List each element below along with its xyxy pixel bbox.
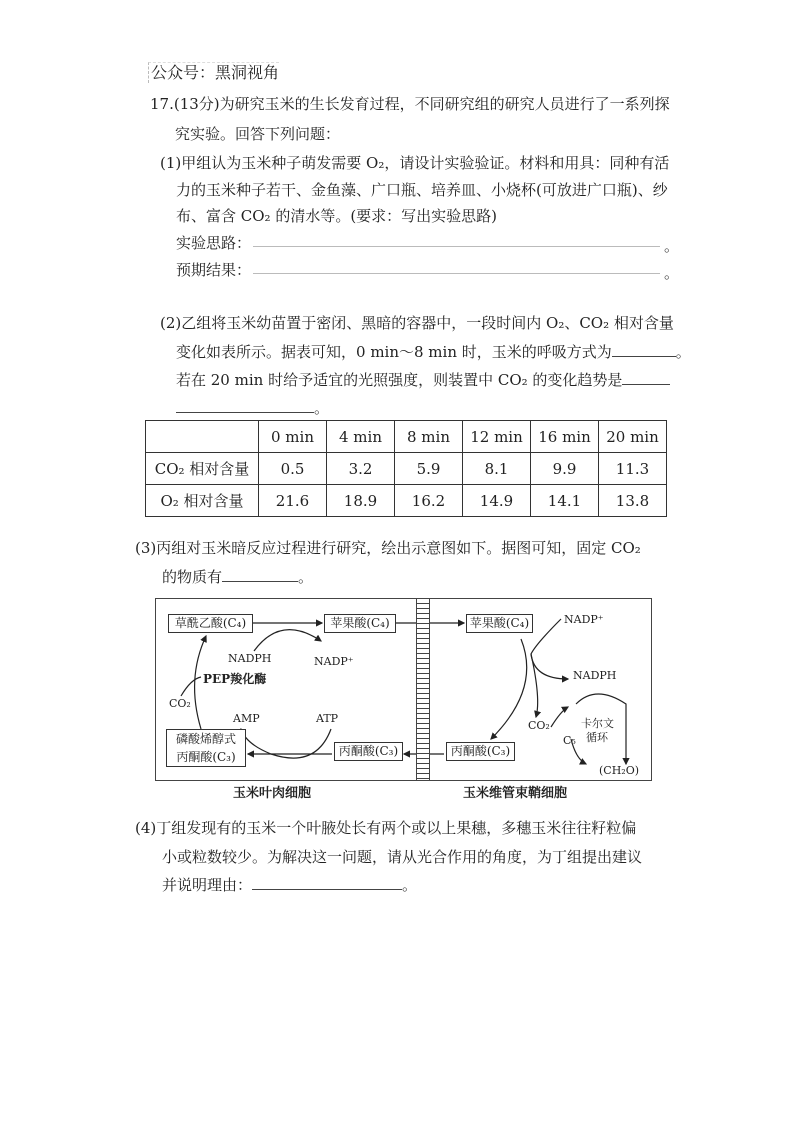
- part2-line3-text: 若在 20 min 时给予适宜的光照强度，则装置中 CO₂ 的变化趋势是: [176, 371, 623, 389]
- label-ch2o: (CH₂O): [599, 764, 640, 777]
- question-intro-line2: 究实验。回答下列问题：: [175, 125, 341, 143]
- label-calvin-cycle: 循环: [586, 731, 608, 744]
- table-cell: 11.3: [599, 453, 667, 485]
- period: 。: [314, 399, 330, 417]
- label-co2: CO₂: [169, 697, 191, 710]
- box-oxaloacetate: 草酰乙酸(C₄): [168, 614, 253, 633]
- c4-pathway-diagram: [155, 598, 652, 781]
- table-header: 12 min: [463, 421, 531, 453]
- table-cell: 3.2: [327, 453, 395, 485]
- table-cell: 13.8: [599, 485, 667, 517]
- arrow-nadp-to-nadph: [531, 619, 568, 679]
- table-cell: 14.9: [463, 485, 531, 517]
- box-pyruvate-mesophyll: 丙酮酸(C₃): [334, 742, 403, 761]
- table-cell: 21.6: [259, 485, 327, 517]
- period: 。: [675, 343, 691, 361]
- part4-line2: 小或粒数较少。为解决这一问题，请从光合作用的角度，为丁组提出建议: [162, 848, 643, 866]
- table-cell: 9.9: [531, 453, 599, 485]
- label-atp: ATP: [316, 712, 339, 725]
- box-pep-line2: 丙酮酸(C₃): [176, 750, 236, 764]
- part2-line2: [176, 342, 691, 362]
- table-header-row: [146, 421, 667, 453]
- label-nadp: NADP⁺: [314, 655, 354, 668]
- table-header: 16 min: [531, 421, 599, 453]
- table-cell: 18.9: [327, 485, 395, 517]
- part4-line1: (4)丁组发现有的玉米一个叶腋处长有两个或以上果穗，多穗玉米往往籽粒偏: [135, 819, 637, 837]
- part3-line1: (3)丙组对玉米暗反应过程进行研究，绘出示意图如下。据图可知，固定 CO₂: [135, 539, 641, 557]
- part3-line2-text: 的物质有: [162, 568, 223, 586]
- table-cell: 16.2: [395, 485, 463, 517]
- label-pep-carboxylase: PEP羧化酶: [203, 672, 267, 686]
- table-header: 0 min: [259, 421, 327, 453]
- box-pep-line1: 磷酸烯醇式: [175, 732, 236, 746]
- table-cell: 5.9: [395, 453, 463, 485]
- part1-line3: 布、富含 CO₂ 的清水等。(要求：写出实验思路): [176, 207, 498, 225]
- period: 。: [664, 264, 680, 282]
- arrow-co2-to-calvin: [551, 707, 568, 727]
- table-cell: 14.1: [531, 485, 599, 517]
- box-malate-sheath: 苹果酸(C₄): [466, 614, 533, 633]
- label-nadp: NADP⁺: [564, 613, 604, 626]
- period: 。: [402, 876, 418, 894]
- cell-membrane-divider: [416, 599, 430, 780]
- part1-line2: 力的玉米种子若干、金鱼藻、广口瓶、培养皿、小烧杯(可放进广口瓶)、纱: [176, 181, 668, 199]
- part2-line1: (2)乙组将玉米幼苗置于密闭、黑暗的容器中，一段时间内 O₂、CO₂ 相对含量: [160, 314, 674, 332]
- part1-idea-label: 实验思路：: [176, 234, 252, 252]
- label-co2: CO₂: [528, 719, 550, 732]
- part1-result-label: 预期结果：: [176, 261, 252, 279]
- answer-blank[interactable]: [252, 875, 402, 890]
- part4-line3-text: 并说明理由：: [162, 876, 253, 894]
- answer-blank[interactable]: [176, 398, 314, 413]
- box-pep: [166, 729, 246, 767]
- table-header: 20 min: [599, 421, 667, 453]
- part2-line4: [176, 398, 329, 418]
- label-amp: AMP: [233, 712, 260, 725]
- part2-line3: [176, 370, 670, 390]
- row-label: CO₂ 相对含量: [146, 453, 259, 485]
- label-calvin-cycle: 卡尔文: [581, 717, 614, 730]
- table-header-empty: [146, 421, 259, 453]
- answer-blank[interactable]: [222, 567, 298, 582]
- part4-line3: [162, 875, 417, 895]
- table-row-co2: [146, 453, 667, 485]
- answer-line-result[interactable]: [253, 273, 660, 274]
- caption-mesophyll: 玉米叶肉细胞: [233, 786, 312, 801]
- label-nadph: NADPH: [228, 652, 272, 665]
- watermark-header: 公众号：黑洞视角: [148, 62, 279, 83]
- caption-bundle-sheath: 玉米维管束鞘细胞: [463, 786, 568, 801]
- table-cell: 8.1: [463, 453, 531, 485]
- arrow-nadph-to-nadp: [254, 630, 321, 651]
- gas-content-table: [145, 420, 667, 517]
- table-row-o2: [146, 485, 667, 517]
- answer-line-idea[interactable]: [253, 246, 660, 247]
- period: 。: [664, 237, 680, 255]
- answer-blank[interactable]: [612, 342, 676, 357]
- box-malate-mesophyll: 苹果酸(C₄): [324, 614, 396, 633]
- row-label: O₂ 相对含量: [146, 485, 259, 517]
- label-c5: C₅: [563, 734, 576, 747]
- part2-line2-text: 变化如表所示。据表可知，0 min～8 min 时，玉米的呼吸方式为: [176, 343, 612, 361]
- arrow-co2-input: [181, 677, 201, 696]
- question-intro-line1: 17.(13分)为研究玉米的生长发育过程，不同研究组的研究人员进行了一系列探: [150, 95, 670, 113]
- answer-blank[interactable]: [622, 370, 670, 385]
- period: 。: [298, 568, 314, 586]
- arrow-malate-to-pyruvate: [491, 639, 527, 739]
- label-nadph: NADPH: [573, 669, 617, 682]
- table-header: 8 min: [395, 421, 463, 453]
- part3-line2: [162, 567, 313, 587]
- table-cell: 0.5: [259, 453, 327, 485]
- table-header: 4 min: [327, 421, 395, 453]
- box-pyruvate-sheath: 丙酮酸(C₃): [446, 742, 515, 761]
- part1-line1: (1)甲组认为玉米种子萌发需要 O₂，请设计实验验证。材料和用具：同种有活: [160, 154, 670, 172]
